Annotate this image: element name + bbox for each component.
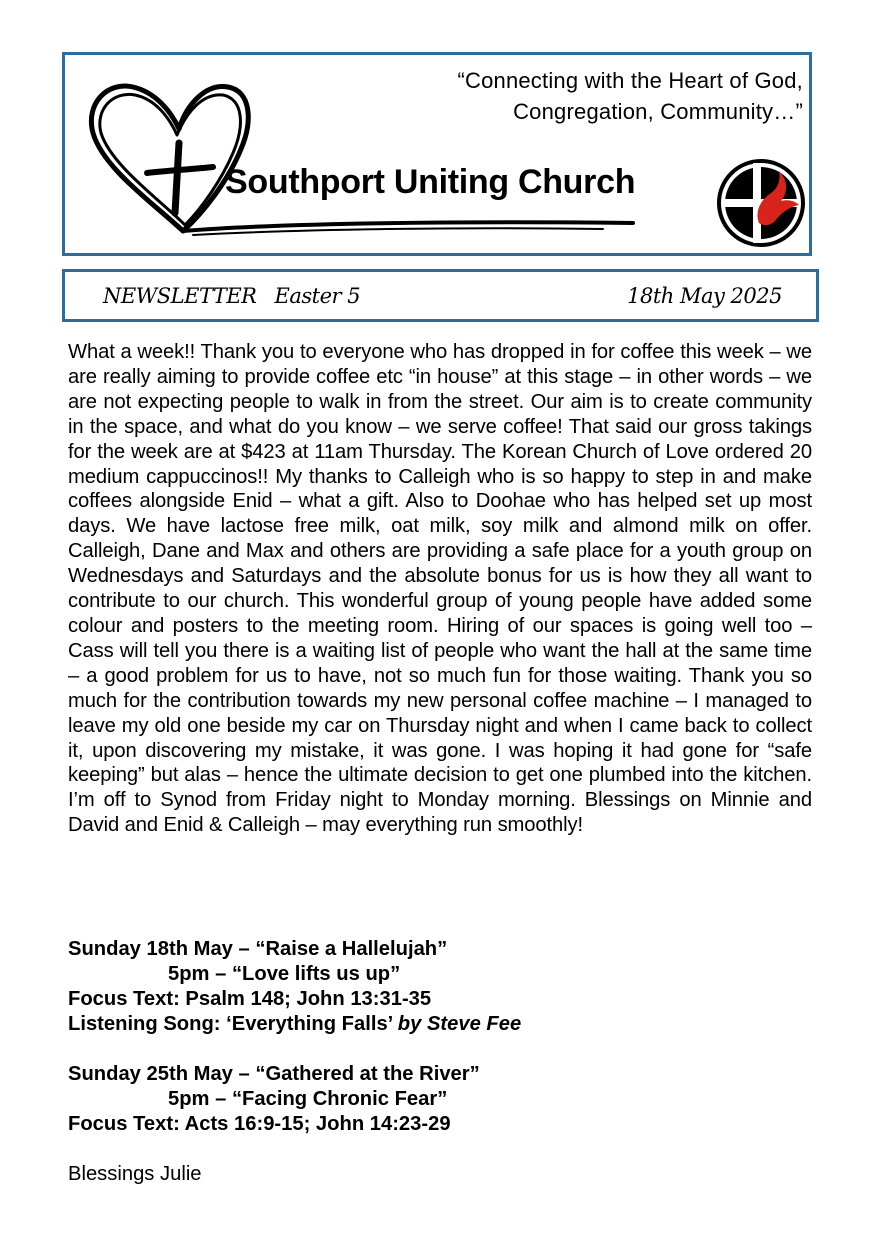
masthead (62, 52, 812, 256)
newsletter-bar (62, 269, 819, 322)
service-heading: Sunday 18th May – “Raise a Hallelujah” (68, 938, 448, 960)
signoff: Blessings Julie (68, 1163, 202, 1185)
service-heading: Sunday 25th May – “Gathered at the River” (68, 1063, 480, 1085)
tagline-line-2: Congregation, Community…” (513, 99, 803, 124)
tagline-line-1: “Connecting with the Heart of God, (457, 68, 803, 93)
tagline (457, 65, 803, 127)
newsletter-title (103, 284, 360, 308)
service-evening: 5pm – “Facing Chronic Fear” (168, 1088, 448, 1110)
listening-song-artist: by Steve Fee (397, 1013, 522, 1035)
church-name: Southport Uniting Church (225, 163, 636, 201)
uniting-church-emblem-icon (715, 157, 807, 254)
listening-song (68, 1012, 812, 1037)
service-evening: 5pm – “Love lifts us up” (168, 963, 401, 985)
service-schedule (68, 937, 812, 1187)
service-focus-text: Focus Text: Acts 16:9-15; John 14:23-29 (68, 1113, 451, 1135)
newsletter-week: Easter 5 (274, 284, 361, 308)
service-focus-text: Focus Text: Psalm 148; John 13:31-35 (68, 988, 432, 1010)
pastor-message: What a week!! Thank you to everyone who has dropped in for coffee this week – we are really aiming to provide coffee etc “in house” at this stage – in other words – we are not expecting people to walk in from the street. Our aim is to create community in the space, and what do you know – we serve coffee! That said our gross takings for the week are at $423 at 11am Thursday. The Korean Church of Love ordered 20 medium cappuccinos!! My thanks to Calleigh who is so happy to step in and make coffees alongside Enid – what a gift. Also to Doohae who has helped set up most days. We have lactose free milk, oat milk, soy milk and almond milk on offer. Calleigh, Dane and Max and others are providing a safe place for a youth group on Wednesdays and Saturdays and the absolute bonus for us is how they all want to contribute to our church. This wonderful group of young people have added some colour and posters to the meeting room. Hiring of our spaces is going well too – Cass will tell you there is a waiting list of people who want the hall at the same time – a good problem for us to have, not so much fun for those waiting. Thank you so much for the contribution towards my new personal coffee machine – I managed to leave my old one beside my car on Thursday night and when I came back to collect it, upon discovering my mistake, it was gone. I was hoping it had gone for “safe keeping” but alas – hence the ultimate decision to get one plumbed into the kitchen. I’m off to Synod from Friday night to Monday morning. Blessings on Minnie and David and Enid & Calleigh – may everything run smoothly! (68, 341, 812, 837)
newsletter-date: 18th May 2025 (627, 284, 782, 308)
listening-song-title: Listening Song: ‘Everything Falls’ (68, 1013, 398, 1035)
newsletter-label: NEWSLETTER (103, 284, 257, 308)
